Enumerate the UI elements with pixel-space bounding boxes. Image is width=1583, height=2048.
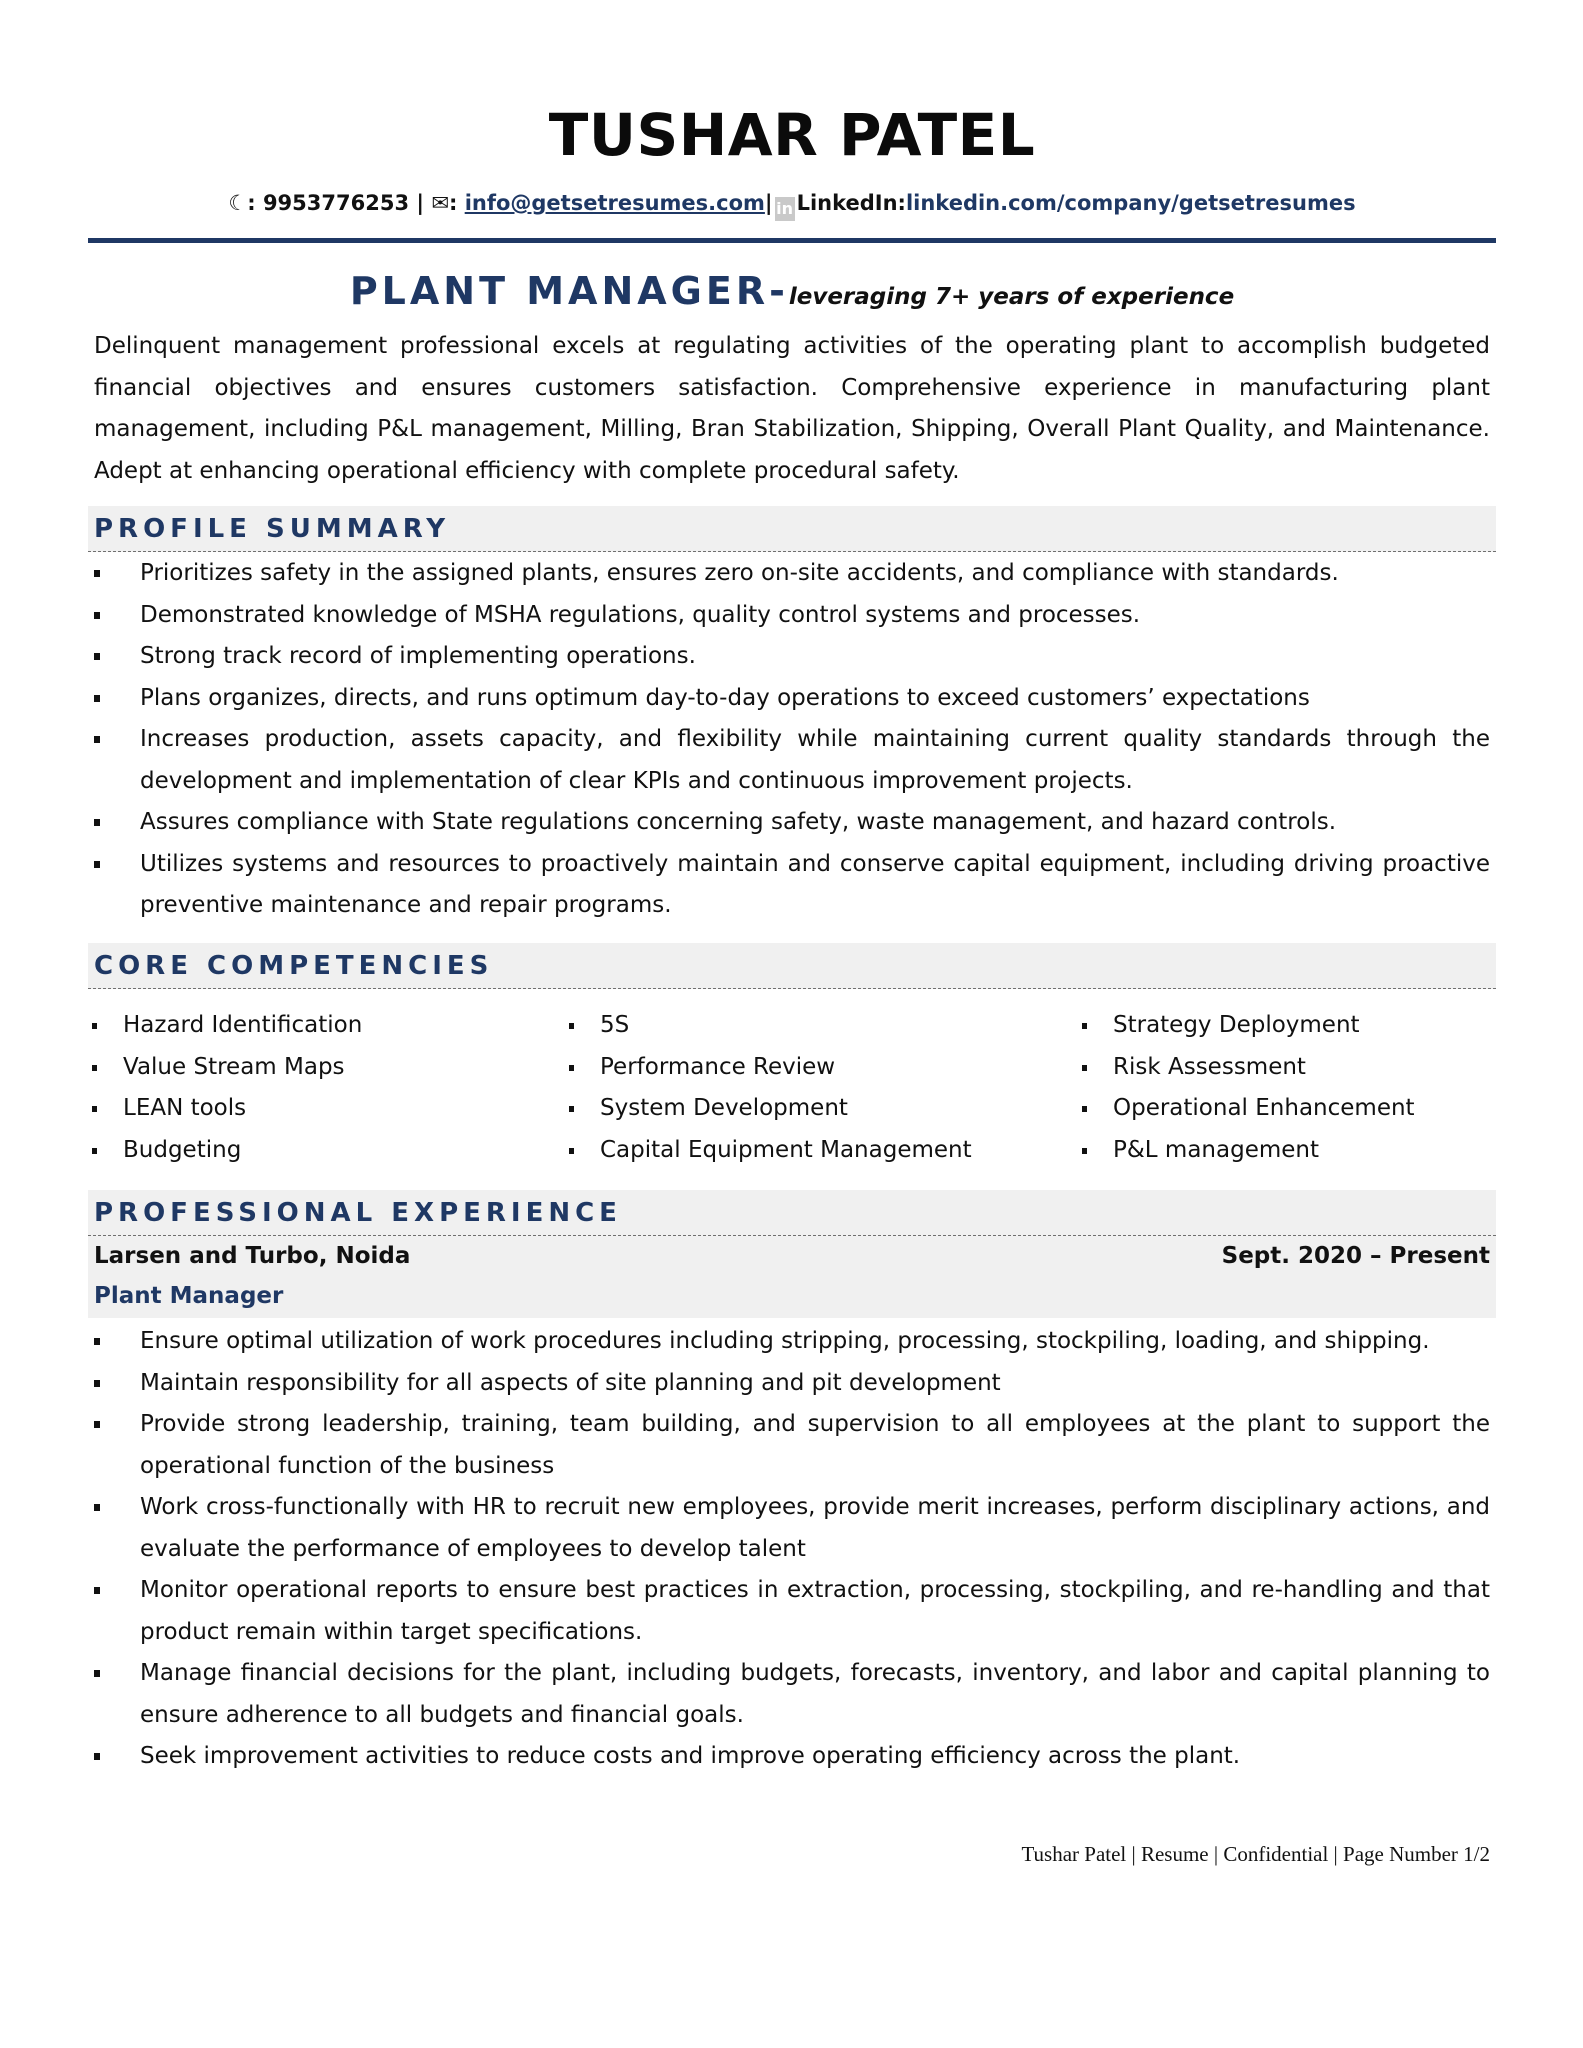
list-item: Seek improvement activities to reduce costs and improve operating efficiency across the plant.	[88, 1736, 1490, 1778]
competency-item: Value Stream Maps	[88, 1047, 362, 1089]
section-professional-experience	[88, 1190, 1496, 1236]
list-item: Ensure optimal utilization of work procedures including stripping, processing, stockpiling, loading, and shipping.	[88, 1321, 1490, 1363]
list-item: Utilizes systems and resources to proactively maintain and conserve capital equipment, including driving proactive preventive maintenance and repair programs.	[88, 844, 1490, 927]
list-item: Demonstrated knowledge of MSHA regulations, quality control systems and processes.	[88, 595, 1490, 637]
contact-separator: |	[764, 191, 773, 215]
competencies-column-2	[565, 1005, 972, 1171]
competency-item: Strategy Deployment	[1078, 1005, 1415, 1047]
list-item: Plans organizes, directs, and runs optimum day-to-day operations to exceed customers’ expectations	[88, 678, 1490, 720]
competency-item: Operational Enhancement	[1078, 1088, 1415, 1130]
competency-item: LEAN tools	[88, 1088, 362, 1130]
email-prefix: :	[448, 191, 458, 215]
section-core-competencies	[88, 943, 1496, 989]
summary-paragraph: Delinquent management professional excels at regulating activities of the operating plant to accomplish budgeted financial objectives and ensures customers satisfaction. Comprehensive experience in manufacturing plant management, including P&L management, Milling, Bran Stabilization, Shipping, Overall Plant Quality, and Maintenance. Adept at enhancing operational efficiency with complete procedural safety.	[94, 333, 1490, 484]
list-item: Maintain responsibility for all aspects of site planning and pit development	[88, 1363, 1490, 1405]
envelope-icon: ✉	[431, 191, 449, 215]
contact-line	[88, 188, 1496, 221]
list-item: Work cross-functionally with HR to recruit new employees, provide merit increases, perform disciplinary actions, and evaluate the performance of employees to develop talent	[88, 1487, 1490, 1570]
email-link[interactable]: info@getsetresumes.com	[464, 191, 765, 215]
list-item: Increases production, assets capacity, and flexibility while maintaining current quality standards through the development and implementation of clear KPIs and continuous improvement projects.	[88, 719, 1490, 802]
competency-item: Hazard Identification	[88, 1005, 362, 1047]
company-name: Larsen and Turbo, Noida	[94, 1243, 411, 1269]
competency-item: Risk Assessment	[1078, 1047, 1415, 1089]
list-item: Prioritizes safety in the assigned plants, ensures zero on-site accidents, and compliance with standards.	[88, 553, 1490, 595]
list-item: Strong track record of implementing operations.	[88, 636, 1490, 678]
header-divider	[88, 238, 1496, 243]
phone-number: : 9953776253 |	[247, 191, 425, 215]
headline	[88, 268, 1496, 322]
competencies-column-3	[1078, 1005, 1415, 1171]
competency-item: 5S	[565, 1005, 972, 1047]
competency-item: Budgeting	[88, 1130, 362, 1172]
list-item: Assures compliance with State regulations concerning safety, waste management, and hazard controls.	[88, 802, 1490, 844]
phone-icon: ☾	[228, 191, 248, 215]
section-title: CORE COMPETENCIES	[94, 951, 494, 981]
linkedin-icon: in	[775, 197, 795, 221]
list-item: Provide strong leadership, training, team building, and supervision to all employees at the plant to support the operational function of the business	[88, 1404, 1490, 1487]
competency-item: P&L management	[1078, 1130, 1415, 1172]
profile-summary-list	[88, 553, 1490, 927]
linkedin-link[interactable]: linkedin.com/company/getsetresumes	[905, 191, 1356, 215]
job-header	[88, 1236, 1496, 1318]
linkedin-label: LinkedIn:	[796, 191, 906, 215]
candidate-name: TUSHAR PATEL	[548, 101, 1036, 169]
list-item: Manage financial decisions for the plant, including budgets, forecasts, inventory, and labor and capital planning to ensure adherence to all budgets and financial goals.	[88, 1653, 1490, 1736]
competency-item: System Development	[565, 1088, 972, 1130]
section-title: PROFILE SUMMARY	[94, 514, 451, 544]
section-profile-summary	[88, 506, 1496, 552]
competency-item: Performance Review	[565, 1047, 972, 1089]
role-title: PLANT MANAGER-	[349, 269, 789, 313]
page-footer: Tushar Patel | Resume | Confidential | Page Number 1/2	[1021, 1842, 1490, 1866]
section-title: PROFESSIONAL EXPERIENCE	[94, 1198, 622, 1228]
competencies-column-1	[88, 1005, 362, 1171]
experience-list	[88, 1321, 1490, 1778]
job-dates: Sept. 2020 – Present	[1221, 1243, 1490, 1269]
role-subtitle: leveraging 7+ years of experience	[788, 284, 1235, 310]
competency-item: Capital Equipment Management	[565, 1130, 972, 1172]
list-item: Monitor operational reports to ensure best practices in extraction, processing, stockpiling, and re-handling and that product remain within target specifications.	[88, 1570, 1490, 1653]
job-title: Plant Manager	[94, 1283, 284, 1309]
